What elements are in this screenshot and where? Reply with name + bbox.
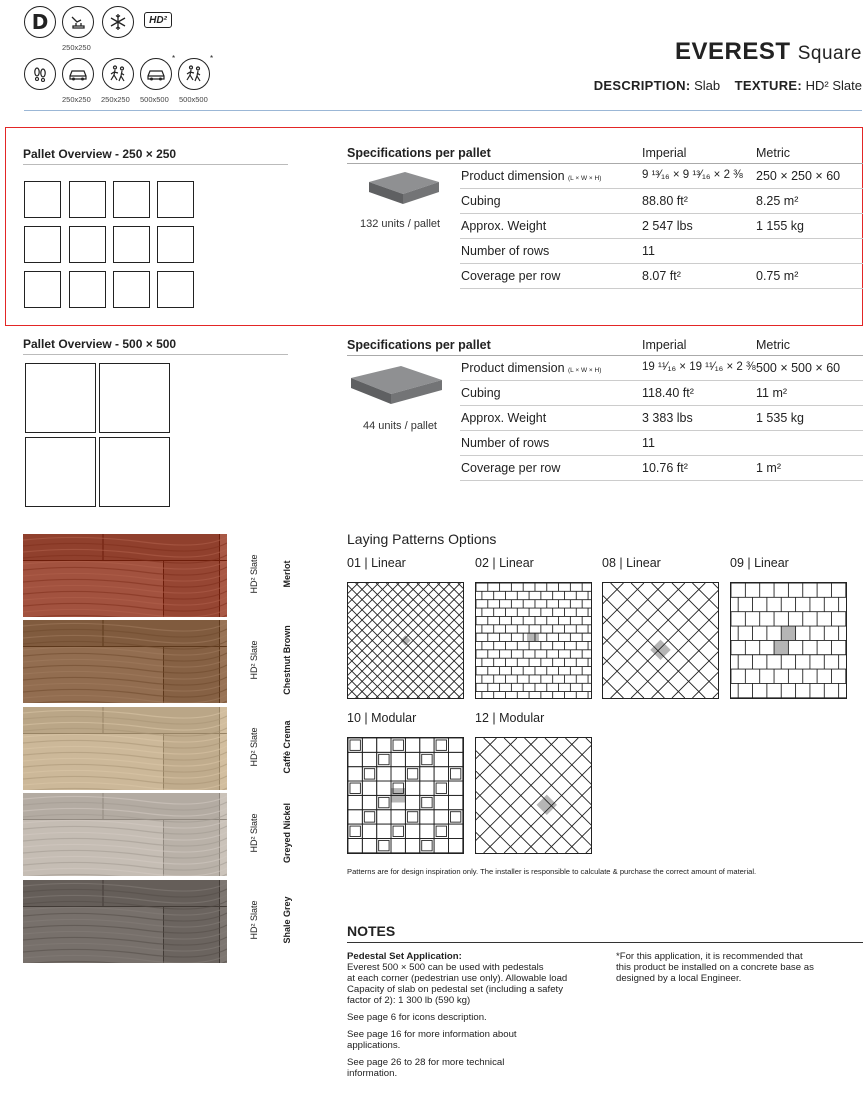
pattern-label: 09 | Linear [730, 556, 789, 570]
pedestrian-icon-pedestal [178, 58, 210, 90]
swatch-texture-label: HD² Slate [249, 813, 259, 853]
swatch-chestnut-brown [23, 620, 227, 703]
swatch-shale-grey [23, 880, 227, 963]
notes-title: NOTES [347, 923, 863, 943]
units-per-pallet-500: 44 units / pallet [363, 420, 437, 432]
pattern-label: 10 | Modular [347, 711, 417, 725]
patterns-disclaimer: Patterns are for design inspiration only. The installer is responsible to calculate & purchase the correct amount of material. [347, 867, 757, 876]
notes-left-column: Pedestal Set Application: Everest 500 × 500 can be used with pedestals at each corner (pedestrian use only). Allowable load Capacity of slab on pedestal set (including a safety factor of 2): 1 300 lb (590 kg) See page 6 for icons description. See page 16 for more information about applications. See page 26 to 28 for more technical information. [347, 951, 568, 1079]
icon-caption: 500x500 [140, 95, 169, 104]
pallet-cell [99, 363, 170, 433]
swatch-texture-label: HD² Slate [249, 640, 259, 680]
pattern-label: 08 | Linear [602, 556, 661, 570]
car-icon-pedestal [140, 58, 172, 90]
swatch-texture-label: HD² Slate [249, 727, 259, 767]
pallet-overview-title-500: Pallet Overview - 500 × 500 [23, 337, 288, 355]
swatch-color-name: Shale Grey [282, 896, 292, 944]
pallet-cell [24, 271, 61, 308]
icon-caption: 250x250 [101, 95, 130, 104]
spec-row: Cubing 118.40 ft² 11 m² [460, 381, 863, 406]
pallet-cell [157, 181, 194, 218]
swatch-greyed-nickel [23, 793, 227, 876]
pallet-cell [157, 226, 194, 263]
spec-header: Specifications per pallet Imperial Metric [347, 144, 863, 164]
pallet-cell [157, 271, 194, 308]
swatch-color-name: Greyed Nickel [282, 802, 292, 864]
pallet-cell [69, 181, 106, 218]
pattern-08-diagram [602, 582, 719, 699]
pallet-cell [69, 226, 106, 263]
pattern-label: 02 | Linear [475, 556, 534, 570]
pattern-09-diagram [730, 582, 847, 699]
icon-caption: 250x250 [62, 95, 91, 104]
footnote-star: * [172, 54, 176, 63]
swatch-merlot [23, 534, 227, 617]
icon-caption: 500x500 [179, 95, 208, 104]
swatch-texture-label: HD² Slate [249, 554, 259, 594]
spec-row: Approx. Weight 2 547 lbs 1 155 kg [460, 214, 863, 239]
laying-patterns-title: Laying Patterns Options [347, 531, 497, 547]
pallet-cell [24, 181, 61, 218]
product-title-block [594, 38, 862, 93]
pallet-cell [99, 437, 170, 507]
hd2-badge: HD² [144, 12, 172, 28]
pedestal-icon [62, 6, 94, 38]
pallet-cell [113, 181, 150, 218]
pattern-02-diagram [475, 582, 592, 699]
swatch-color-name: Merlot [282, 560, 292, 588]
notes-right-column: *For this application, it is recommended that this product be installed on a concrete base as designed by a local Engineer. [616, 951, 814, 984]
pattern-10-diagram [347, 737, 464, 854]
d-rating-icon: D [24, 6, 56, 38]
spec-row: Product dimension (L × W × H) 19 ¹¹⁄₁₆ × 19 ¹¹⁄₁₆ × 2 ⅜ 500 × 500 × 60 [460, 356, 863, 381]
spec-header: Specifications per pallet Imperial Metric [347, 336, 863, 356]
slab-image-500 [349, 364, 444, 412]
slab-image-250 [367, 170, 441, 210]
footprints-icon [24, 58, 56, 90]
swatch-texture-label: HD² Slate [249, 900, 259, 940]
spec-row: Coverage per row 10.76 ft² 1 m² [460, 456, 863, 481]
car-icon [62, 58, 94, 90]
product-title: EVEREST Square [675, 38, 862, 65]
pallet-overview-title-250: Pallet Overview - 250 × 250 [23, 147, 288, 165]
certification-icons [24, 6, 244, 106]
units-per-pallet-250: 132 units / pallet [360, 218, 441, 230]
header-divider [24, 110, 862, 111]
pedestrian-icon [102, 58, 134, 90]
spec-row: Number of rows 11 [460, 239, 863, 264]
product-subtitle: DESCRIPTION: Slab TEXTURE: HD² Slate [593, 78, 862, 93]
pattern-label: 12 | Modular [475, 711, 545, 725]
swatch-color-name: Caffè Crema [282, 720, 292, 774]
pattern-12-diagram [475, 737, 592, 854]
spec-row: Number of rows 11 [460, 431, 863, 456]
spec-row: Cubing 88.80 ft² 8.25 m² [460, 189, 863, 214]
icon-caption: 250x250 [62, 43, 91, 52]
pallet-cell [69, 271, 106, 308]
pallet-cell [24, 226, 61, 263]
pallet-cell [25, 363, 96, 433]
swatch-caffè-crema [23, 707, 227, 790]
spec-row: Product dimension (L × W × H) 9 ¹³⁄₁₆ × 9 ¹³⁄₁₆ × 2 ⅜ 250 × 250 × 60 [460, 164, 863, 189]
pallet-cell [113, 226, 150, 263]
spec-row: Coverage per row 8.07 ft² 0.75 m² [460, 264, 863, 289]
footnote-star: * [210, 54, 214, 63]
pallet-cell [113, 271, 150, 308]
pattern-01-diagram [347, 582, 464, 699]
pallet-cell [25, 437, 96, 507]
snowflake-icon [102, 6, 134, 38]
swatch-color-name: Chestnut Brown [282, 625, 292, 695]
pattern-label: 01 | Linear [347, 556, 406, 570]
spec-row: Approx. Weight 3 383 lbs 1 535 kg [460, 406, 863, 431]
